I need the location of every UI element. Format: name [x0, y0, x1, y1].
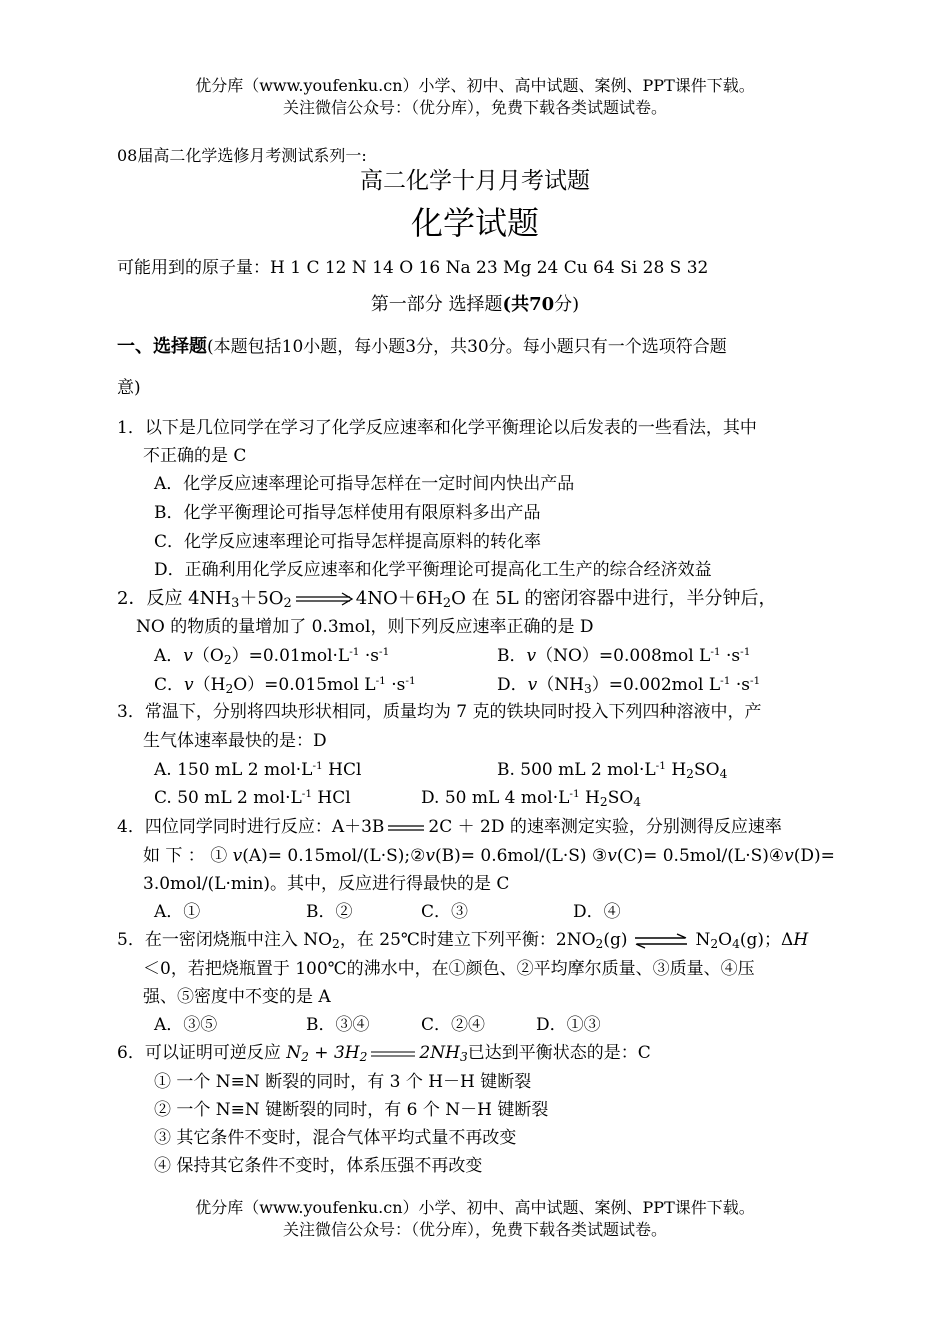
q2-stem: [117, 588, 776, 612]
q2-b-t1: （NO）=0.008mol L: [536, 646, 711, 666]
q2-d-sup2: -1: [749, 675, 761, 688]
q2-c-t1: （H: [193, 675, 226, 695]
q3-b-sub2: 4: [719, 767, 728, 782]
q2-c-v: v: [184, 675, 194, 695]
q6-t2: + 3H: [308, 1043, 360, 1063]
part-one-close: 分): [554, 294, 580, 315]
q1-stem: 1．以下是几位同学在学习了化学反应速率和化学平衡理论以后发表的一些看法，其中: [117, 418, 757, 438]
q5-h: H: [793, 930, 809, 950]
q6-t1: 6．可以证明可逆反应: [117, 1043, 287, 1063]
q5-t5: O: [718, 930, 733, 950]
q5-sub3: 2: [710, 937, 719, 952]
q6-statement-4: ④ 保持其它条件不变时，体系压强不再改变: [154, 1156, 483, 1176]
header-line-2: 关注微信公众号：（优分库），免费下载各类试题试卷。: [282, 98, 667, 117]
q4-option-d: D．④: [573, 902, 621, 922]
q4-stem-cont-2: 3.0mol/(L·min)。其中，反应进行得最快的是 C: [143, 874, 510, 894]
part-one-open: (共: [502, 294, 530, 315]
q1-stem-cont: 不正确的是 C: [143, 446, 247, 466]
q4-option-b: B．②: [306, 902, 353, 922]
q3-b-t1: B. 500 mL 2 mol·L: [497, 760, 656, 780]
q5-t3: (g): [603, 930, 628, 950]
q4-stem-cont: [143, 846, 835, 866]
q2-a-v: v: [183, 646, 193, 666]
q2-sub-3: 2: [442, 596, 452, 612]
q3-a-sup: -1: [312, 760, 323, 773]
q5-t2: ，在 25℃时建立下列平衡：2NO: [339, 930, 596, 950]
q2-option-b: [497, 646, 750, 666]
equilibrium-arrow-icon: [386, 822, 426, 834]
q4-v3: v: [607, 846, 617, 866]
q2-b-t2: ·s: [720, 646, 741, 666]
exam-subtitle: 化学试题: [410, 204, 539, 242]
q2-a-sub: 2: [223, 653, 232, 668]
q4-v1: v: [232, 846, 243, 866]
q3-stem: 3．常温下，分别将四块形状相同，质量均为 7 克的铁块同时投入下列四种溶液中，产: [117, 702, 762, 722]
q3-a-t1: A. 150 mL 2 mol·L: [154, 760, 313, 780]
q2-text-3: 4NO＋6H: [355, 588, 443, 609]
q3-c-sup: -1: [301, 788, 313, 801]
q2-d-t2: ）=0.002mol L: [591, 675, 721, 695]
q5-t4: N: [695, 930, 711, 950]
q5-stem-cont-2: 强、⑤密度中不变的是 A: [143, 987, 331, 1007]
q4-l2-t3: (B)= 0.6mol/(L·S) ③: [434, 846, 608, 866]
q2-c-t3: ·s: [385, 675, 406, 695]
q2-option-a: [154, 646, 389, 668]
q6-sub1: 2: [301, 1050, 309, 1065]
q3-c-t2: HCl: [312, 788, 351, 808]
q3-b-sub1: 2: [686, 767, 694, 782]
q4-option-a: A．①: [154, 902, 201, 922]
q5-stem-cont: ＜0，若把烧瓶置于 100℃的沸水中，在①颜色、②平均摩尔质量、③质量、④压: [143, 959, 755, 979]
q3-a-t2: HCl: [322, 760, 362, 780]
q4-v2: v: [425, 846, 435, 866]
q6-statement-1: ① 一个 N≡N 断裂的同时，有 3 个 H－H 键断裂: [154, 1072, 532, 1092]
q6-n: N: [286, 1043, 302, 1063]
footer-line-1: 优分库（www.youfenku.cn）小学、初中、高中试题、案例、PPT课件下载。: [195, 1198, 755, 1217]
q5-t1: 5．在一密闭烧瓶中注入 NO: [117, 930, 333, 950]
q3-stem-cont: 生气体速率最快的是：D: [143, 731, 327, 751]
section-one-heading: [117, 336, 727, 358]
q2-a-label: A．: [154, 646, 184, 666]
q2-b-v: v: [526, 646, 537, 666]
q6-stem: [117, 1043, 651, 1065]
q2-c-t2: O）=0.015mol L: [233, 675, 376, 695]
q4-l2-t4: (C)= 0.5mol/(L·S)④: [616, 846, 785, 866]
q6-statement-3: ③ 其它条件不变时，混合气体平均式量不再改变: [154, 1128, 517, 1148]
q6-t4: 已达到平衡状态的是：C: [467, 1043, 651, 1063]
q6-sub3: 3: [459, 1050, 468, 1065]
q3-d-sub1: 2: [599, 795, 608, 810]
q2-a-t2: ）=0.01mol·L: [231, 646, 350, 666]
q5-option-c: C．②④: [421, 1015, 486, 1035]
q2-c-sub: 2: [225, 682, 234, 697]
q5-option-d: D．①③: [536, 1015, 601, 1035]
section-tag: 一、选择题: [117, 336, 207, 357]
q6-statement-2: ② 一个 N≡N 键断裂的同时，有 6 个 N－H 键断裂: [154, 1100, 549, 1120]
section-desc-cont: 意): [117, 378, 141, 398]
q2-b-sup1: -1: [710, 646, 721, 659]
q1-option-b: B．化学平衡理论可指导怎样使用有限原料多出产品: [154, 503, 541, 523]
q2-a-sup2: -1: [379, 646, 390, 659]
q4-l2-t1: 如 下 ： ①: [143, 846, 233, 866]
q2-option-d: [497, 675, 760, 697]
q2-d-sub: 3: [583, 682, 592, 697]
q1-option-d: D．正确利用化学反应速率和化学平衡理论可提高化工生产的综合经济效益: [154, 560, 712, 580]
equilibrium-arrow-icon: [369, 1049, 417, 1059]
q2-text-4: O 在 5L 的密闭容器中进行，半分钟后，: [451, 588, 777, 609]
q6-sub2: 2: [359, 1050, 368, 1065]
q5-sub2: 2: [595, 937, 604, 952]
q3-option-d: [421, 788, 641, 810]
q3-option-c: [154, 788, 351, 808]
q5-option-a: A．③⑤: [154, 1015, 218, 1035]
q3-b-sup: -1: [655, 760, 666, 773]
q1-option-a: A．化学反应速率理论可指导怎样在一定时间内快出产品: [154, 474, 575, 494]
q2-sub-1: 3: [231, 596, 240, 612]
q3-option-a: [154, 760, 361, 780]
atomic-masses: 可能用到的原子量：H 1 C 12 N 14 O 16 Na 23 Mg 24 Cu 64 Si 28 S 32: [117, 258, 709, 278]
q4-l2-t2: (A)= 0.15mol/(L·S);②: [242, 846, 426, 866]
part-one-label: 第一部分 选择题: [370, 294, 503, 315]
q2-sub-2: 2: [283, 596, 292, 612]
q2-text-1: 2．反应 4NH: [117, 588, 232, 609]
reversible-arrow-icon: [633, 933, 689, 949]
q6-t3: 2NH: [419, 1043, 460, 1063]
q5-option-b: B．③④: [306, 1015, 370, 1035]
q4-v4: v: [784, 846, 794, 866]
q4-l2-t5: (D)=: [793, 846, 835, 866]
q2-d-label: D．: [497, 675, 528, 695]
q3-d-t1: D. 50 mL 4 mol·L: [421, 788, 570, 808]
q3-d-t3: SO: [607, 788, 634, 808]
q2-a-t1: （O: [192, 646, 224, 666]
q4-t2: 2C ＋ 2D 的速率测定实验，分别测得反应速率: [428, 817, 782, 837]
q4-option-c: C．③: [421, 902, 469, 922]
q2-a-t3: ·s: [359, 646, 380, 666]
q2-c-sup1: -1: [375, 675, 386, 688]
q2-c-sup2: -1: [405, 675, 416, 688]
footer-line-2: 关注微信公众号：（优分库），免费下载各类试题试卷。: [282, 1220, 667, 1239]
q4-stem: [117, 817, 782, 837]
exam-title: 高二化学十月月考试题: [360, 168, 590, 194]
reaction-arrow-icon: [294, 592, 354, 606]
q3-option-b: [497, 760, 727, 782]
q2-c-label: C．: [154, 675, 185, 695]
q3-c-t1: C. 50 mL 2 mol·L: [154, 788, 302, 808]
q3-d-sub2: 4: [633, 795, 642, 810]
q5-t6: (g)；Δ: [739, 930, 794, 950]
q2-stem-cont: NO 的物质的量增加了 0.3mol，则下列反应速率正确的是 D: [136, 617, 594, 637]
q2-b-sup2: -1: [740, 646, 751, 659]
q2-d-t3: ·s: [730, 675, 750, 695]
q2-d-t1: （NH: [537, 675, 584, 695]
q2-text-2: ＋5O: [239, 588, 284, 609]
q4-t1: 4．四位同学同时进行反应：A＋3B: [117, 817, 385, 837]
q2-b-label: B．: [497, 646, 527, 666]
q5-sub1: 2: [332, 937, 340, 952]
q3-b-t2: H: [665, 760, 687, 780]
q5-sub4: 4: [732, 937, 740, 952]
q3-d-sup: -1: [569, 788, 580, 801]
section-desc: (本题包括10小题，每小题3分，共30分。每小题只有一个选项符合题: [207, 337, 727, 357]
part-one-heading: [0, 294, 950, 316]
q2-option-c: [154, 675, 416, 697]
q2-d-v: v: [527, 675, 538, 695]
header-line-1: 优分库（www.youfenku.cn）小学、初中、高中试题、案例、PPT课件下载。: [195, 76, 755, 95]
q2-d-sup1: -1: [720, 675, 731, 688]
series-label: 08届高二化学选修月考测试系列一:: [117, 146, 367, 165]
q2-a-sup1: -1: [349, 646, 360, 659]
part-one-points: 70: [529, 294, 555, 315]
q5-stem: [117, 930, 808, 952]
q3-b-t3: SO: [693, 760, 720, 780]
q1-option-c: C．化学反应速率理论可指导怎样提高原料的转化率: [154, 532, 542, 552]
q3-d-t2: H: [579, 788, 600, 808]
